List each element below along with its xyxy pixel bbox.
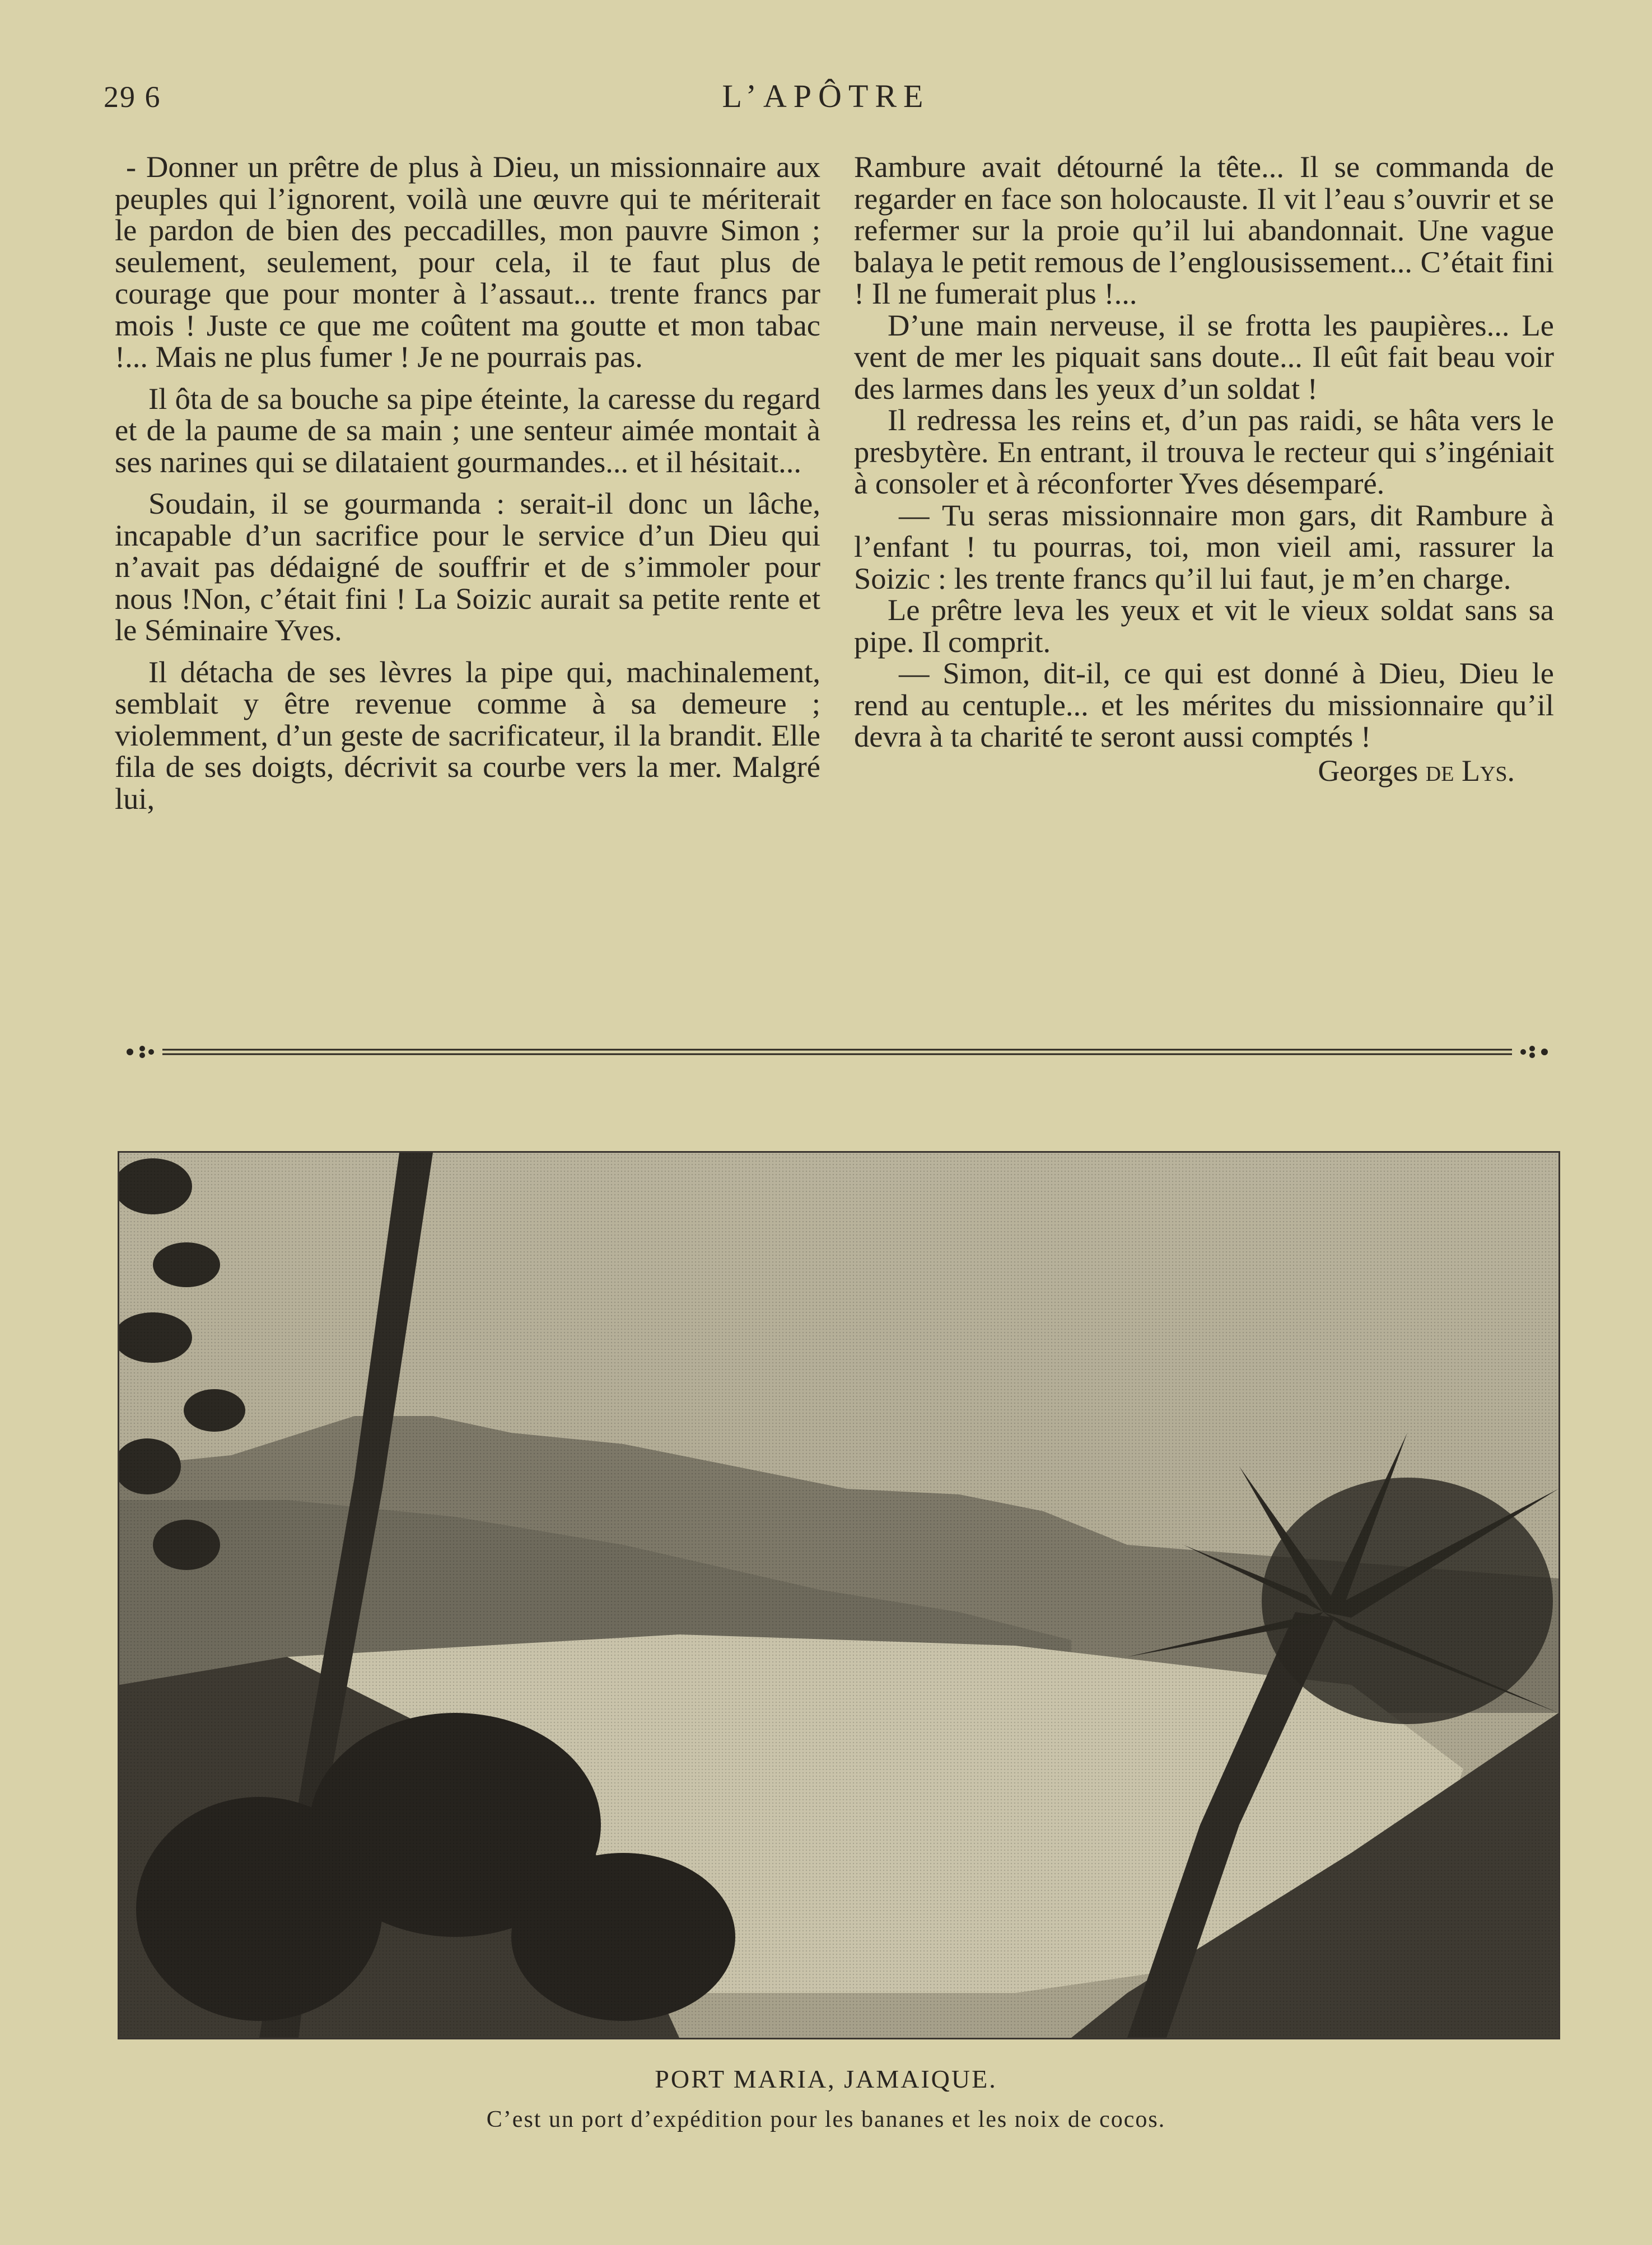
paragraph: Il ôta de sa bouche sa pipe éteinte, la caresse du regard et de la paume de sa main ; une senteur aimée montait à ses narines qui se dilataient gourmandes... et il hésitait... — [115, 381, 820, 479]
article-left-column — [115, 151, 820, 814]
paragraph: Soudain, il se gourmanda : serait-il donc un lâche, incapable d’un sacrifice pour le service d’un Dieu qui n’avait pas dédaigné de souffrir et de s’immoler pour nous !Non, c’était fini ! La Soizic aurait sa petite rente et le Séminaire Yves. — [115, 486, 820, 647]
paragraph: — Simon, dit-il, ce qui est donné à Dieu, Dieu le rend au centuple... et les mérites du missionnaire qu’il devra à ta charité te seront aussi comptés ! — [854, 656, 1554, 753]
author-particle: de — [1425, 753, 1454, 788]
paragraph: Le prêtre leva les yeux et vit le vieux soldat sans sa pipe. Il comprit. — [854, 593, 1554, 659]
page-number: 29 6 — [104, 80, 161, 114]
paragraph: Il détacha de ses lèvres la pipe qui, machinalement, semblait y être revenue comme à sa demeure ; violemment, d’un geste de sacrificateur, il la brandit. Elle fila de ses doigts, décrivit sa courbe vers la mer. Malgré lui, — [115, 654, 820, 816]
article-right-column — [854, 151, 1554, 786]
author-signature — [854, 755, 1554, 787]
paragraph: D’une main nerveuse, il se frotta les paupières... Le vent de mer les piquait sans doute... Il eût fait beau voir des larmes dans les yeux d’un soldat ! — [854, 308, 1554, 406]
figure-caption: C’est un port d’expédition pour les bananes et les noix de cocos. — [486, 2107, 1166, 2132]
author-last-name: Lys. — [1461, 753, 1515, 788]
divider-ornament-right — [1520, 1046, 1548, 1058]
divider-ornament-left — [127, 1046, 154, 1058]
ornamental-divider — [118, 1042, 1557, 1062]
figure-title: PORT MARIA, JAMAIQUE. — [655, 2065, 997, 2093]
running-head: L’APÔTRE — [722, 78, 930, 114]
port-maria-photograph — [118, 1151, 1560, 2039]
author-first-name: Georges — [1318, 753, 1418, 788]
paragraph: Rambure avait détourné la tête... Il se commanda de regarder en face son holocauste. Il vit l’eau s’ouvrir et se refermer sur la proie qu’il lui abandonnait. Une vague balaya le petit remous de l’englousissement... C’était fini ! Il ne fumerait plus !... — [854, 150, 1554, 310]
paragraph: Il redressa les reins et, d’un pas raidi, se hâta vers le presbytère. En entrant, il trouva le recteur qui s’ingéniait à consoler et à réconforter Yves désemparé. — [854, 403, 1554, 500]
paragraph: - Donner un prêtre de plus à Dieu, un missionnaire aux peuples qui l’ignorent, voilà une œuvre qui te mériterait le pardon de bien des peccadilles, mon pauvre Simon ; seulement, seulement, pour cela, il te faut plus de courage que pour monter à l’assaut... trente francs par mois ! Juste ce que me coûtent ma goutte et mon tabac !... Mais ne plus fumer ! Je ne pourrais pas. — [115, 150, 820, 374]
paragraph: — Tu seras missionnaire mon gars, dit Rambure à l’enfant ! tu pourras, toi, mon vieil ami, rassurer la Soizic : les trente francs qu’il lui faut, je m’en charge. — [854, 497, 1554, 595]
